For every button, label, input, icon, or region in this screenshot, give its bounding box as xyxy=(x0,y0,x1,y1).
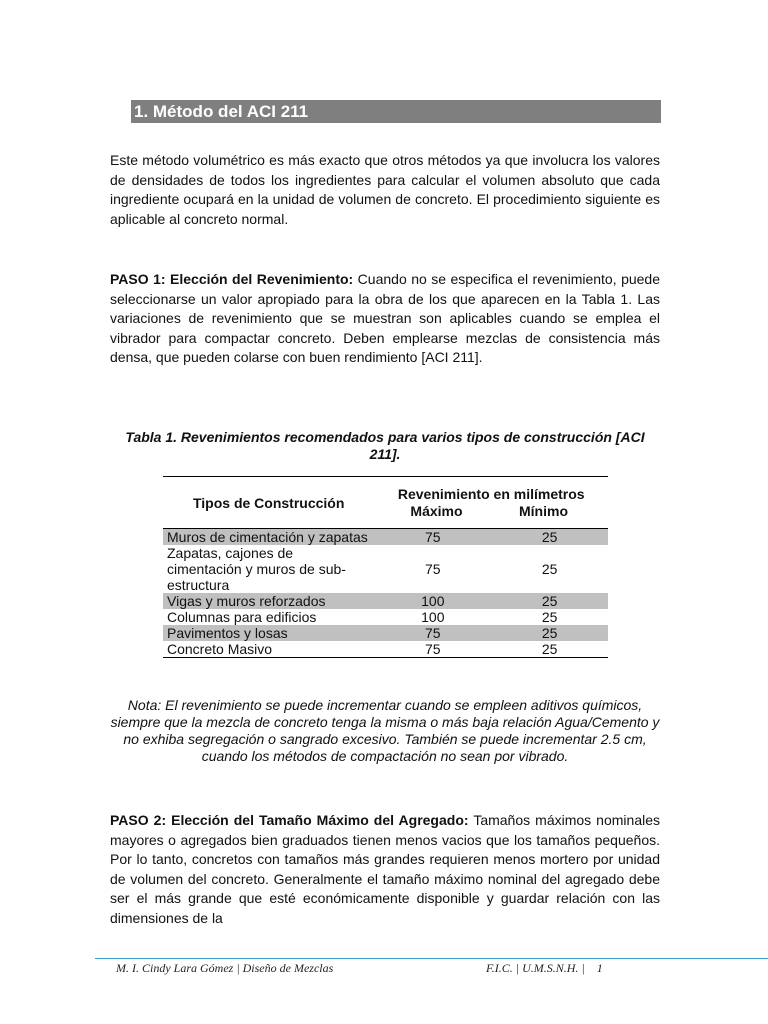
paso2-label: PASO 2: Elección del Tamaño Máximo del Agregado: xyxy=(110,812,469,828)
cell-tipo: Muros de cimentación y zapatas xyxy=(163,529,374,546)
cell-tipo: Concreto Masivo xyxy=(167,641,273,657)
cell-min: 25 xyxy=(491,625,608,641)
table-row xyxy=(163,529,608,546)
cell-tipo: Columnas para edificios xyxy=(167,609,317,625)
cell-max: 100 xyxy=(374,593,491,609)
col-rev-title: Revenimiento en milímetros xyxy=(397,485,585,502)
cell-max: 75 xyxy=(425,641,441,657)
table-row xyxy=(163,609,608,625)
table-row xyxy=(163,641,608,658)
cell-max: 100 xyxy=(421,609,445,625)
paso2-paragraph xyxy=(110,811,660,929)
cell-tipo: Zapatas, cajones de cimentación y muros de sub-estructura xyxy=(167,545,346,593)
cell-max: 75 xyxy=(425,561,441,577)
cell-min: 25 xyxy=(491,529,608,546)
footer-page-info: F.I.C. | U.M.S.N.H. | 1 xyxy=(486,961,603,975)
col-min-header: Mínimo xyxy=(519,502,568,519)
footer-rule xyxy=(95,958,768,959)
table-caption: Tabla 1. Revenimientos recomendados para varios tipos de construcción [ACI 211]. xyxy=(125,429,645,462)
table-row xyxy=(163,545,608,593)
paso1-label: PASO 1: Elección del Revenimiento: xyxy=(110,271,354,287)
paso1-text: Cuando no se especifica el revenimiento, puede seleccionarse un valor apropiado para la obra de los que aparecen en la Tabla 1. Las variaciones de revenimiento que se muestran son aplicables cuando se emplea el vibrador para compactar concreto. Deben emplearse mezclas de consistencia más densa, que pueden colarse con buen rendimiento [ACI 211]. xyxy=(110,271,660,366)
cell-min: 25 xyxy=(541,561,558,577)
col-max-header: Máximo xyxy=(410,502,463,519)
table-row xyxy=(163,593,608,609)
paso1-paragraph xyxy=(110,270,660,368)
table-note: Nota: El revenimiento se puede incrementar cuando se empleen aditivos químicos, siempre que la mezcla de concreto tenga la misma o más baja relación Agua/Cemento y no exhiba segregación o sangrado excesivo. También se puede incrementar 2.5 cm, cuando los métodos de compactación no sean por vibrado. xyxy=(110,697,660,764)
cell-min: 25 xyxy=(541,609,558,625)
cell-max: 75 xyxy=(374,625,491,641)
col-tipo-header: Tipos de Construcción xyxy=(192,494,345,511)
col-rev-header xyxy=(374,477,608,529)
cell-max: 75 xyxy=(374,529,491,546)
revenimiento-table xyxy=(163,476,608,658)
footer-author: M. I. Cindy Lara Gómez | Diseño de Mezclas xyxy=(116,961,334,975)
cell-tipo: Pavimentos y losas xyxy=(163,625,374,641)
table-header-row xyxy=(163,477,608,529)
paso2-text: Tamaños máximos nominales mayores o agregados bien graduados tienen menos vacios que los tamaños pequeños. Por lo tanto, concretos con tamaños más grandes requieren menos mortero por unidad de volumen del concreto. Generalmente el tamaño máximo nominal del agregado debe ser el más grande que esté económicamente disponible y guardar relación con las dimensiones de la xyxy=(110,812,660,926)
cell-min: 25 xyxy=(541,641,558,657)
section-heading: 1. Método del ACI 211 xyxy=(131,100,661,123)
cell-min: 25 xyxy=(491,593,608,609)
cell-tipo: Vigas y muros reforzados xyxy=(163,593,374,609)
table-row xyxy=(163,625,608,641)
intro-paragraph: Este método volumétrico es más exacto que otros métodos ya que involucra los valores de densidades de todos los ingredientes para calcular el volumen absoluto que cada ingrediente ocupará en la unidad de volumen de concreto. El procedimiento siguiente es aplicable al concreto normal. xyxy=(110,152,660,227)
